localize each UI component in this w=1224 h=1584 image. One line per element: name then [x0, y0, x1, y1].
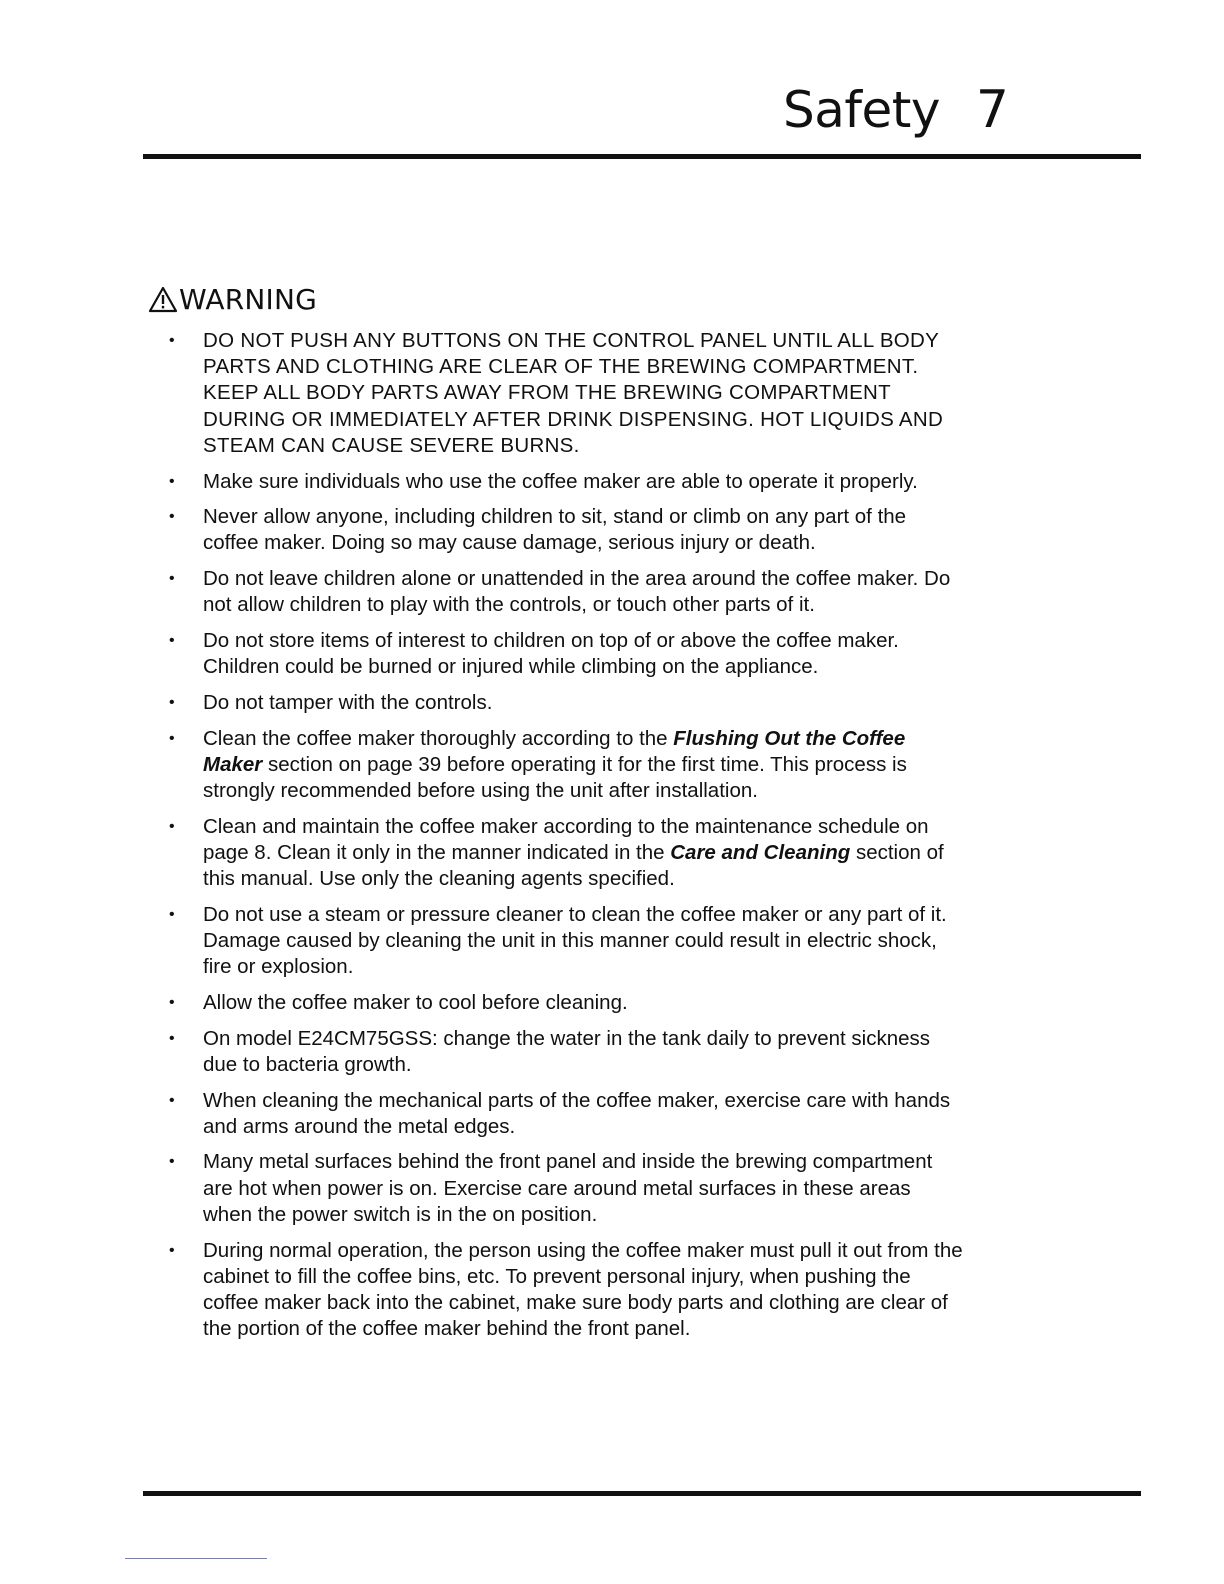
- list-item: [165, 628, 965, 680]
- bullet: •: [169, 1029, 175, 1047]
- list-item-text: Never allow anyone, including children to sit, stand or climb on any part of the coffee maker. Doing so may cause damage, serious injury or death.: [203, 505, 907, 555]
- warning-heading: [148, 283, 317, 316]
- section-title: Safety: [782, 81, 940, 139]
- list-item-text-after: section of this manual. Use only the cleaning agents specified.: [203, 840, 944, 891]
- bullet: •: [169, 1091, 175, 1109]
- list-item: [165, 690, 965, 716]
- list-item: [165, 726, 965, 805]
- list-item: [165, 1088, 965, 1140]
- list-item-text: Do not tamper with the controls.: [203, 690, 493, 714]
- section-reference-flushing: Flushing Out the Coffee Maker: [203, 726, 906, 776]
- bullet: •: [169, 905, 175, 923]
- bullet: •: [169, 693, 175, 711]
- list-item: [165, 1026, 965, 1078]
- page-number: 7: [975, 80, 1009, 140]
- bullet: •: [169, 993, 175, 1011]
- bullet: •: [169, 332, 175, 349]
- list-item: [165, 1149, 965, 1228]
- list-item-text: Do not leave children alone or unattended in the area around the coffee maker. Do not allow children to play with the controls, or touch other parts of it.: [203, 567, 951, 617]
- list-item: [165, 902, 965, 981]
- list-item-text: DO NOT PUSH ANY BUTTONS ON THE CONTROL PANEL UNTIL ALL BODY PARTS AND CLOTHING ARE CLEAR OF THE BREWING COMPARTMENT. KEEP ALL BODY PARTS AWAY FROM THE BREWING COMPARTMENT DURING OR IMMEDIATELY AFTER DRINK DISPENSING. HOT LIQUIDS AND STEAM CAN CAUSE SEVERE BURNS.: [203, 329, 944, 457]
- bullet: •: [169, 472, 175, 490]
- list-item: [165, 469, 965, 495]
- list-item: [165, 328, 965, 459]
- bullet: •: [169, 729, 175, 747]
- bullet: •: [169, 1153, 175, 1171]
- list-item: [165, 566, 965, 618]
- list-item-text: Many metal surfaces behind the front panel and inside the brewing compartment are hot when power is on. Exercise care around metal surfaces in these areas when the power switch is in the on position.: [203, 1150, 933, 1226]
- list-item: [165, 990, 965, 1016]
- section-reference-care-cleaning: Care and Cleaning: [670, 840, 851, 864]
- list-item-text: Do not store items of interest to children on top of or above the coffee maker. Children could be burned or injured while climbing on the appliance.: [203, 629, 899, 679]
- footer-rule: [143, 1491, 1141, 1496]
- bullet: •: [169, 570, 175, 588]
- list-item-text: Make sure individuals who use the coffee maker are able to operate it properly.: [203, 469, 918, 493]
- list-item-text-after: section on page 39 before operating it for the first time. This process is strongly recommended before using the unit after installation.: [203, 752, 907, 803]
- bullet: •: [169, 632, 175, 650]
- list-item-text-before: Clean and maintain the coffee maker according to the maintenance schedule on page 8. Clean it only in the manner indicated in the: [203, 814, 929, 864]
- list-item-text: Do not use a steam or pressure cleaner to clean the coffee maker or any part of it. Damage caused by cleaning the unit in this manner could result in electric shock, fire or explosion.: [203, 902, 947, 979]
- scan-artifact-line: [125, 1558, 267, 1559]
- list-item: [165, 504, 965, 556]
- bullet: •: [169, 508, 175, 526]
- list-item-text: During normal operation, the person using the coffee maker must pull it out from the cabinet to fill the coffee bins, etc. To prevent personal injury, when pushing the coffee maker back into the cabinet, make sure body parts and clothing are clear of the portion of the coffee maker behind the front panel.: [203, 1238, 963, 1341]
- list-item-text: When cleaning the mechanical parts of the coffee maker, exercise care with hands and arms around the metal edges.: [203, 1088, 951, 1138]
- list-item-text: Allow the coffee maker to cool before cleaning.: [203, 990, 628, 1014]
- list-item-text-before: Clean the coffee maker thoroughly according to the: [203, 726, 674, 750]
- bullet: •: [169, 1241, 175, 1259]
- warning-list: [165, 328, 965, 1352]
- list-item-text: On model E24CM75GSS: change the water in the tank daily to prevent sickness due to bacteria growth.: [203, 1026, 930, 1076]
- list-item: [165, 1238, 965, 1343]
- warning-heading-label: WARNING: [179, 283, 318, 316]
- header-rule: [143, 154, 1141, 159]
- page-header: [783, 80, 1009, 140]
- bullet: •: [169, 817, 175, 835]
- list-item: [165, 814, 965, 893]
- warning-triangle-icon: [148, 286, 178, 313]
